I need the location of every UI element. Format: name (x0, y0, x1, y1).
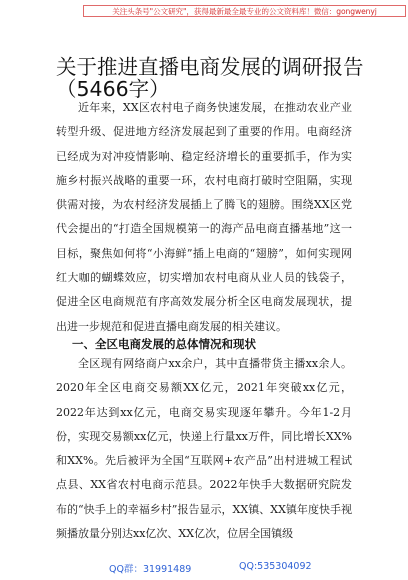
intro-paragraph: 近年来，XX区农村电子商务快速发展，在推动农业产业转型升级、促进地方经济发展起到了重要的作用。电商经济已经成为对冲疫情影响、稳定经济增长的重要抓手，作为实施乡村振兴战略的重要一环，农村电商打破时空阻隔，实现供需对接，为农村经济发展插上了腾飞的翅膀。围绕XX区党代会提出的“打造全国规模第一的海产品电商直播基地”这一目标，聚焦如何将“小海鲜”插上电商的“翅膀”，如何实现网红大咖的蝴蝶效应，切实增加农村电商从业人员的钱袋子，促进全区电商规范有序高效发展分析全区电商发展现状，提出进一步规范和促进直播电商发展的相关建议。 (56, 101, 352, 333)
section-heading: 一、全区电商发展的总体情况和现状 (72, 337, 256, 351)
top-banner (83, 5, 406, 17)
banner-text: 关注头条号"公文研究"，获得最新最全最专业的公文资料库！微信：gongwenyj (112, 6, 377, 16)
document-title: 关于推进直播电商发展的调研报告（5466字） (56, 55, 364, 101)
section-paragraph: 全区现有网络商户xx余户，其中直播带货主播xx余人。2020年全区电商交易额XX亿元，2021年突破xx亿元，2022年达到xx亿元，电商交易实现逐年攀升。今年1-2月份，实现交易额xx亿元，快递上行量xx万件，同比增长XX%和XX%。先后被评为全国“互联网+农产品”出村进城工程试点县、XX省农村电商示范县。2022年快手大数据研究院发布的“快手上的幸福乡村”报告显示，XX镇、XX镇年度快手视频播放量分别达xx亿次、XX亿次，位居全国镇级 (56, 357, 352, 541)
page-footer (0, 561, 408, 575)
footer-qq-group: QQ群：31991489 (109, 564, 192, 575)
footer-qq-number: QQ:535304092 (239, 561, 312, 572)
